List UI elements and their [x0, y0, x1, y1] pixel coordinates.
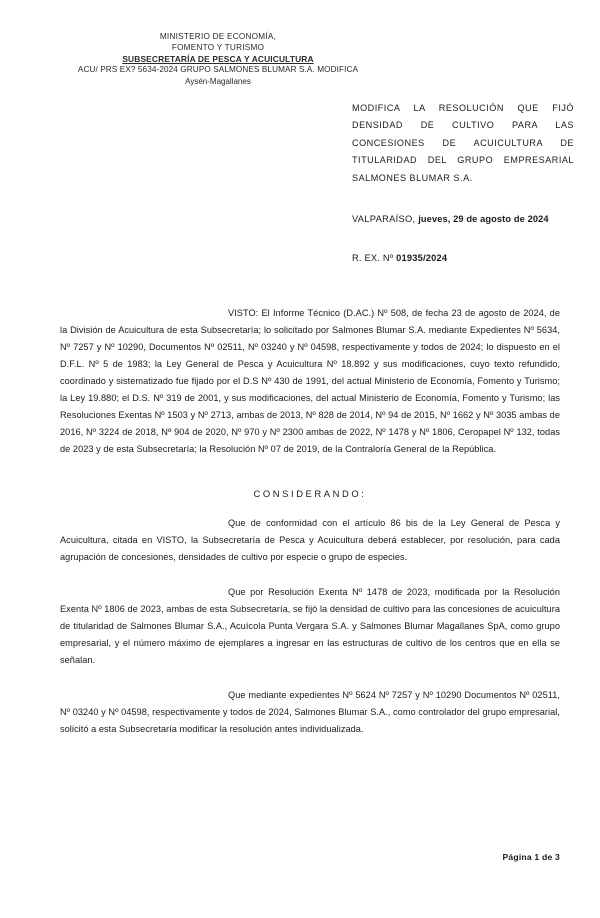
letterhead-region: Aysén-Magallanes [185, 76, 251, 86]
letterhead-subsecretaria: SUBSECRETARÍA DE PESCA Y ACUICULTURA [122, 53, 314, 64]
place-date-line [352, 214, 549, 224]
letterhead-reference-code: ACU/ PRS EX? 5634-2024 GRUPO SALMONES BLUMAR S.A. MODIFICA [77, 64, 359, 74]
letterhead-ministry-line2: FOMENTO Y TURISMO [171, 42, 265, 52]
letterhead-ministry-line1: MINISTERIO DE ECONOMÍA, [159, 32, 277, 41]
document-body [60, 305, 560, 738]
considerando-paragraph-3: Que mediante expedientes Nº 5624 Nº 7257 y Nº 10290 Documentos Nº 02511, Nº 03240 y Nº 04598, respectivamente y todos de 2024, Salmones Blumar S.A., como controlador del grupo empresarial, solicitó a esta Subsecretaría modificar la resolución antes individualizada. [60, 690, 560, 735]
place-city: VALPARAÍSO, [352, 214, 416, 224]
visto-paragraph: VISTO: El Informe Técnico (D.AC.) Nº 508, de fecha 23 de agosto de 2024, de la División de Acuicultura de esta Subsecretaría; lo solicitado por Salmones Blumar S.A. mediante Expedientes Nº 5634, Nº 7257 y Nº 10290, Documentos Nº 02511, Nº 03240 y Nº 04598, respectivamente y todos de 2024; lo dispuesto en el D.F.L. Nº 5 de 1983; la Ley General de Pesca y Acuicultura Nº 18.892 y sus modificaciones, cuyo texto refundido, coordinado y sistematizado fue fijado por el D.S Nº 430 de 1991, del actual Ministerio de Economía, Fomento y Turismo; la Ley 19.880; el D.S. Nº 319 de 2001, y sus modificaciones, del actual Ministerio de Economía, Fomento y Turismo; las Resoluciones Exentas Nº 1503 y Nº 2713, ambas de 2013, Nº 828 de 2014, Nº 94 de 2015, Nº 1662 y Nº 3035 ambas de 2016, Nº 3224 de 2018, Nº 904 de 2020, Nº 970 y Nº 2300 ambas de 2022, Nº 1478 y Nº 1806, Ceropapel Nº 132, todas de 2023 y de esta Subsecretaría; la Resolución Nº 07 de 2019, de la Contraloría General de la República. [60, 308, 560, 455]
resolution-number-line [352, 253, 447, 263]
resolution-number: 01935/2024 [396, 253, 448, 263]
page-footer: Página 1 de 3 [502, 852, 560, 862]
document-title-block: MODIFICA LA RESOLUCIÓN QUE FIJÓ DENSIDAD DE CULTIVO PARA LAS CONCESIONES DE ACUICULTURA DE TITULARIDAD DEL GRUPO EMPRESARIAL SALMONES BLUMAR S.A. [352, 103, 574, 183]
considerando-paragraph-2: Que por Resolución Exenta Nº 1478 de 2023, modificada por la Resolución Exenta Nº 1806 de 2023, ambas de esta Subsecretaría, se fijó la densidad de cultivo para las concesiones de acuicultura de titularidad de Salmones Blumar S.A., Acuícola Punta Vergara S.A. y Salmones Blumar Magallanes SpA, como grupo empresarial, y el número máximo de ejemplares a ingresar en las estructuras de cultivo de los centros que en ella se señalan. [60, 587, 560, 666]
issue-date: jueves, 29 de agosto de 2024 [418, 214, 549, 224]
resolution-prefix: R. EX. Nº [352, 253, 394, 263]
considerando-paragraph-1: Que de conformidad con el artículo 86 bis de la Ley General de Pesca y Acuicultura, citada en VISTO, la Subsecretaría de Pesca y Acuicultura deberá establecer, por resolución, para cada agrupación de concesiones, densidades de cultivo por especie o grupo de especies. [60, 518, 560, 563]
considerando-heading: CONSIDERANDO: [253, 488, 367, 500]
letterhead [48, 32, 388, 87]
